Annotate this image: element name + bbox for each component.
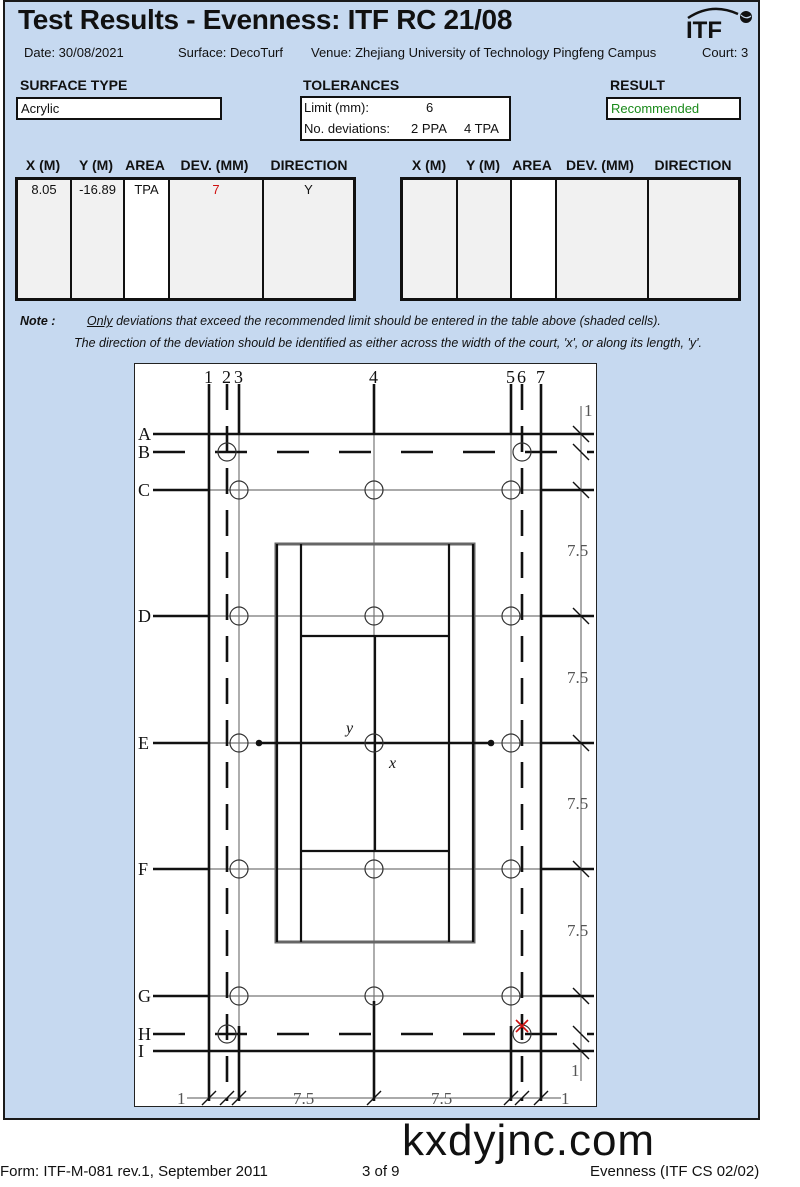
table2-header-area: AREA: [512, 157, 552, 173]
deviation-table-2: [400, 177, 741, 301]
table1-header-x: X (M): [25, 157, 61, 173]
table-cell-dev[interactable]: [557, 180, 649, 298]
table-cell-y[interactable]: [458, 180, 512, 298]
note-text-1: deviations that exceed the recommended limit should be entered in the table above (shaded cells).: [112, 314, 661, 328]
bottom-dim-label: 7.5: [293, 1089, 315, 1108]
table1-header-y: Y (M): [79, 157, 113, 173]
table-cell-dev[interactable]: [170, 180, 264, 298]
col-label-5: 5: [506, 367, 515, 387]
table1-header-dev: DEV. (MM): [180, 157, 249, 173]
footer-form: Form: ITF-M-081 rev.1, September 2011: [0, 1163, 268, 1180]
ppa-value: 2 PPA: [411, 121, 447, 136]
bottom-dim-label: 1: [561, 1089, 570, 1108]
table-cell-direction[interactable]: [649, 180, 738, 298]
note-only: Only: [86, 314, 113, 328]
row-label-H: H: [138, 1024, 151, 1044]
row-label-E: E: [138, 733, 149, 753]
court-diagram: [134, 363, 597, 1107]
limit-value: 6: [426, 100, 434, 115]
table-cell-x[interactable]: [403, 180, 458, 298]
col-label-2: 2: [222, 367, 231, 387]
surface-type-label: SURFACE TYPE: [20, 77, 128, 93]
side-dim-label: 7.5: [567, 668, 589, 687]
bottom-dim-label: 1: [177, 1089, 186, 1108]
tpa-value: 4 TPA: [464, 121, 499, 136]
row-label-A: A: [138, 424, 151, 444]
table2-header-x: X (M): [411, 157, 447, 173]
deviations-label: No. deviations:: [304, 121, 390, 136]
row-label-B: B: [138, 442, 151, 462]
note-line-2: The direction of the deviation should be identified as either across the width of the court, 'x', or along its length, 'y'.: [74, 336, 702, 350]
row-label-F: F: [138, 859, 149, 879]
table1-header-direction: DIRECTION: [270, 157, 348, 173]
table2-header-dev: DEV. (MM): [566, 157, 634, 173]
col-label-6: 6: [517, 367, 526, 387]
side-dim-label: 7.5: [567, 794, 589, 813]
court-diagram-svg: [135, 364, 598, 1108]
cell-dev-value: 7: [212, 182, 220, 197]
result-value: Recommended: [611, 101, 700, 116]
tolerances-label: TOLERANCES: [303, 77, 400, 93]
side-dim-label: 1: [584, 401, 593, 420]
row-label-C: C: [138, 480, 151, 500]
table-cell-direction[interactable]: [264, 180, 353, 298]
deviation-table-1: [15, 177, 356, 301]
col-label-4: 4: [369, 367, 378, 387]
table2-header-direction: DIRECTION: [654, 157, 732, 173]
cell-x-value: 8.05: [31, 182, 57, 197]
cell-area-value: TPA: [134, 182, 159, 197]
itf-logo: [682, 4, 754, 42]
side-dim-label: 7.5: [567, 921, 589, 940]
court-text: Court: 3: [702, 45, 749, 60]
row-label-D: D: [138, 606, 151, 626]
col-label-3: 3: [234, 367, 243, 387]
row-label-I: I: [138, 1041, 144, 1061]
side-dim-label: 7.5: [567, 541, 589, 560]
note-label: Note :: [20, 314, 56, 328]
result-label: RESULT: [610, 77, 665, 93]
surface-type-value: Acrylic: [21, 101, 60, 116]
page-title: Test Results - Evenness: ITF RC 21/08: [18, 4, 513, 35]
row-label-G: G: [138, 986, 151, 1006]
date-text: Date: 30/08/2021: [24, 45, 124, 60]
result-field[interactable]: [606, 97, 741, 120]
table2-header-y: Y (M): [466, 157, 500, 173]
table1-header-area: AREA: [125, 157, 165, 173]
limit-label: Limit (mm):: [304, 100, 369, 115]
table-cell-x[interactable]: [18, 180, 72, 298]
col-label-1: 1: [204, 367, 213, 387]
table-cell-area[interactable]: [125, 180, 170, 298]
bottom-dim-label: 7.5: [431, 1089, 453, 1108]
surface-type-field[interactable]: [16, 97, 222, 120]
side-dim-label: 1: [571, 1061, 580, 1080]
footer-page: 3 of 9: [362, 1163, 400, 1180]
note-line-1: [20, 314, 661, 328]
tolerances-box: [300, 96, 511, 141]
surface-text: Surface: DecoTurf: [178, 45, 284, 60]
cell-direction-value: Y: [304, 182, 313, 197]
logo-text: ITF: [686, 17, 722, 42]
table-cell-area[interactable]: [512, 180, 557, 298]
axis-x-label: x: [389, 755, 397, 772]
venue-text: Venue: Zhejiang University of Technology Pingfeng Campus: [311, 45, 657, 60]
col-label-7: 7: [536, 367, 545, 387]
footer-doc: Evenness (ITF CS 02/02): [590, 1163, 760, 1180]
cell-y-value: -16.89: [79, 182, 116, 197]
table-cell-y[interactable]: [72, 180, 125, 298]
watermark: kxdyjnc.com: [402, 1116, 656, 1165]
axis-y-label: y: [346, 720, 354, 737]
